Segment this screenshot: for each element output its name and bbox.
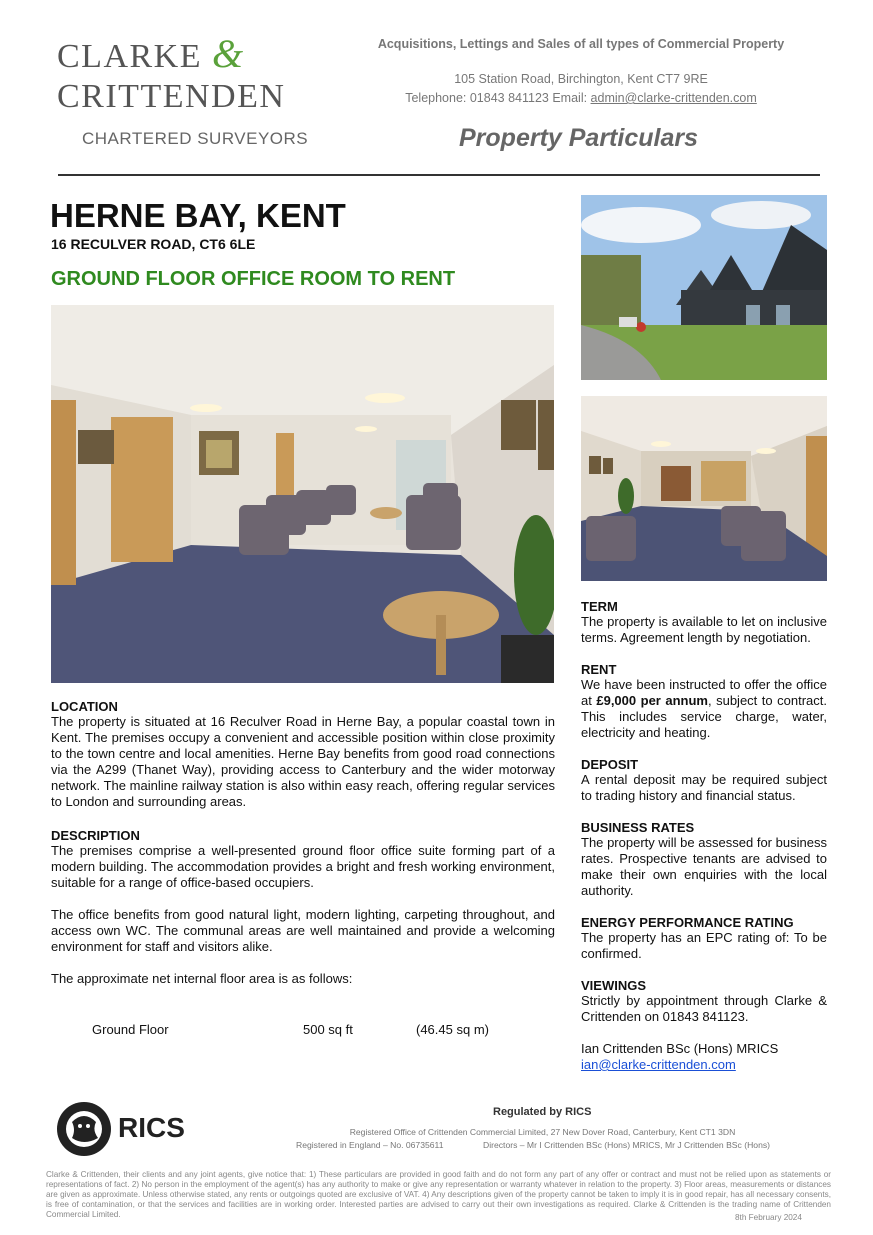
- street-address: 16 RECULVER ROAD, CT6 6LE: [51, 236, 256, 252]
- rics-lion-logo: [54, 1100, 114, 1158]
- epc-text: The property has an EPC rating of: To be confirmed.: [581, 930, 827, 961]
- disclaimer: Clarke & Crittenden, their clients and any joint agents, give notice that: 1) These particulars are provided in good faith and do not form any part of any offer or contract and must not be relied upon as statements or representations of fact. 2) No person in the employment of the agent(s) has any authority to make or give any representation or warranty whatever in relation to the property. 3) Floor areas, measurements or distances are given as approximate. Unless otherwise stated, any rents or outgoings quoted are exclusive of VAT. 4) Any descriptions given of the property cannot be taken to imply it is in good repair, has all necessary consents, is free of contamination, or that the services and facilities are in working order. Interested parties are advised to carry out their own investigations as required. Clarke & Crittenden is the trading name of Crittenden Commercial Limited.: [46, 1170, 831, 1219]
- area-sqft: 500 sq ft: [303, 1022, 353, 1037]
- rates-heading: BUSINESS RATES: [581, 820, 695, 835]
- area-floor: Ground Floor: [92, 1022, 169, 1037]
- contact-line: [360, 91, 802, 105]
- epc-heading: ENERGY PERFORMANCE RATING: [581, 915, 794, 930]
- document-title: Property Particulars: [459, 124, 698, 152]
- registration-number: Registered in England – No. 06735611: [296, 1140, 444, 1150]
- logo-line2: CRITTENDEN: [57, 78, 286, 115]
- registered-office: Registered Office of Crittenden Commercial Limited, 27 New Dover Road, Canterbury, Kent CT1 3DN: [349, 1127, 736, 1137]
- exterior-photo: [581, 195, 827, 380]
- phone: Telephone: 01843 841123 Email:: [405, 91, 591, 105]
- document-date: 8th February 2024: [731, 1213, 802, 1223]
- rent-amount: £9,000 per annum: [596, 693, 708, 708]
- right-column: [581, 599, 827, 1073]
- term-heading: TERM: [581, 599, 618, 614]
- contact-email-link[interactable]: ian@clarke-crittenden.com: [581, 1057, 736, 1072]
- header-divider: [58, 174, 820, 176]
- description-heading: DESCRIPTION: [51, 828, 140, 843]
- location-heading: LOCATION: [51, 699, 118, 714]
- listing-headline: GROUND FLOOR OFFICE ROOM TO RENT: [51, 268, 456, 290]
- logo-line1: CLARKE: [57, 38, 202, 75]
- rates-text: The property will be assessed for business rates. Prospective tenants are advised to make their own enquiries with the local authority.: [581, 835, 827, 898]
- description-text-1: The premises comprise a well-presented ground floor office suite forming part of a modern building. The accommodation provides a bright and fresh working environment, suitable for a range of office-based occupiers.: [51, 843, 555, 890]
- main-office-photo: [51, 305, 554, 683]
- interior-photo: [581, 396, 827, 581]
- rent-heading: RENT: [581, 662, 617, 677]
- rics-wordmark: RICS: [118, 1112, 185, 1143]
- tagline: Acquisitions, Lettings and Sales of all types of Commercial Property: [377, 37, 785, 51]
- viewings-heading: VIEWINGS: [581, 978, 647, 993]
- area-intro: The approximate net internal floor area is as follows:: [51, 971, 353, 986]
- contact-name: Ian Crittenden BSc (Hons) MRICS: [581, 1041, 779, 1056]
- location-section: [51, 699, 555, 810]
- header-email-link[interactable]: admin@clarke-crittenden.com: [590, 91, 757, 105]
- regulated-by: Regulated by RICS: [493, 1106, 592, 1118]
- logo-ampersand: &: [212, 31, 245, 76]
- description-section: [51, 828, 555, 987]
- logo: [57, 31, 245, 76]
- directors: Directors – Mr I Crittenden BSc (Hons) MRICS, Mr J Crittenden BSc (Hons): [483, 1140, 771, 1150]
- town-title: HERNE BAY, KENT: [50, 197, 346, 234]
- logo-subtitle: CHARTERED SURVEYORS: [82, 129, 309, 148]
- description-text-2: The office benefits from good natural light, modern lighting, carpeting throughout, and access own WC. The communal areas are well maintained and provide a welcoming environment for staff and visitors alike.: [51, 907, 555, 954]
- location-text: The property is situated at 16 Reculver Road in Herne Bay, a popular coastal town in Kent. The premises occupy a convenient and accessible position within close proximity to the town centre and local amenities. Herne Bay benefits from good road connections via the A299 (Thanet Way), providing access to Canterbury and the wider motorway network. The mainline railway station is also within easy reach, offering regular services to London and surrounding areas.: [51, 714, 555, 809]
- term-text: The property is available to let on inclusive terms. Agreement length by negotiation.: [581, 614, 827, 645]
- rent-text: We have been instructed to offer the office at £9,000 per annum, subject to contract. This includes service charge, water, electricity and heating.: [581, 677, 827, 740]
- viewings-text: Strictly by appointment through Clarke & Crittenden on 01843 841123.: [581, 993, 827, 1024]
- office-address: 105 Station Road, Birchington, Kent CT7 9RE: [454, 72, 708, 86]
- area-sqm: (46.45 sq m): [416, 1022, 489, 1037]
- deposit-text: A rental deposit may be required subject to trading history and financial status.: [581, 772, 827, 803]
- deposit-heading: DEPOSIT: [581, 757, 639, 772]
